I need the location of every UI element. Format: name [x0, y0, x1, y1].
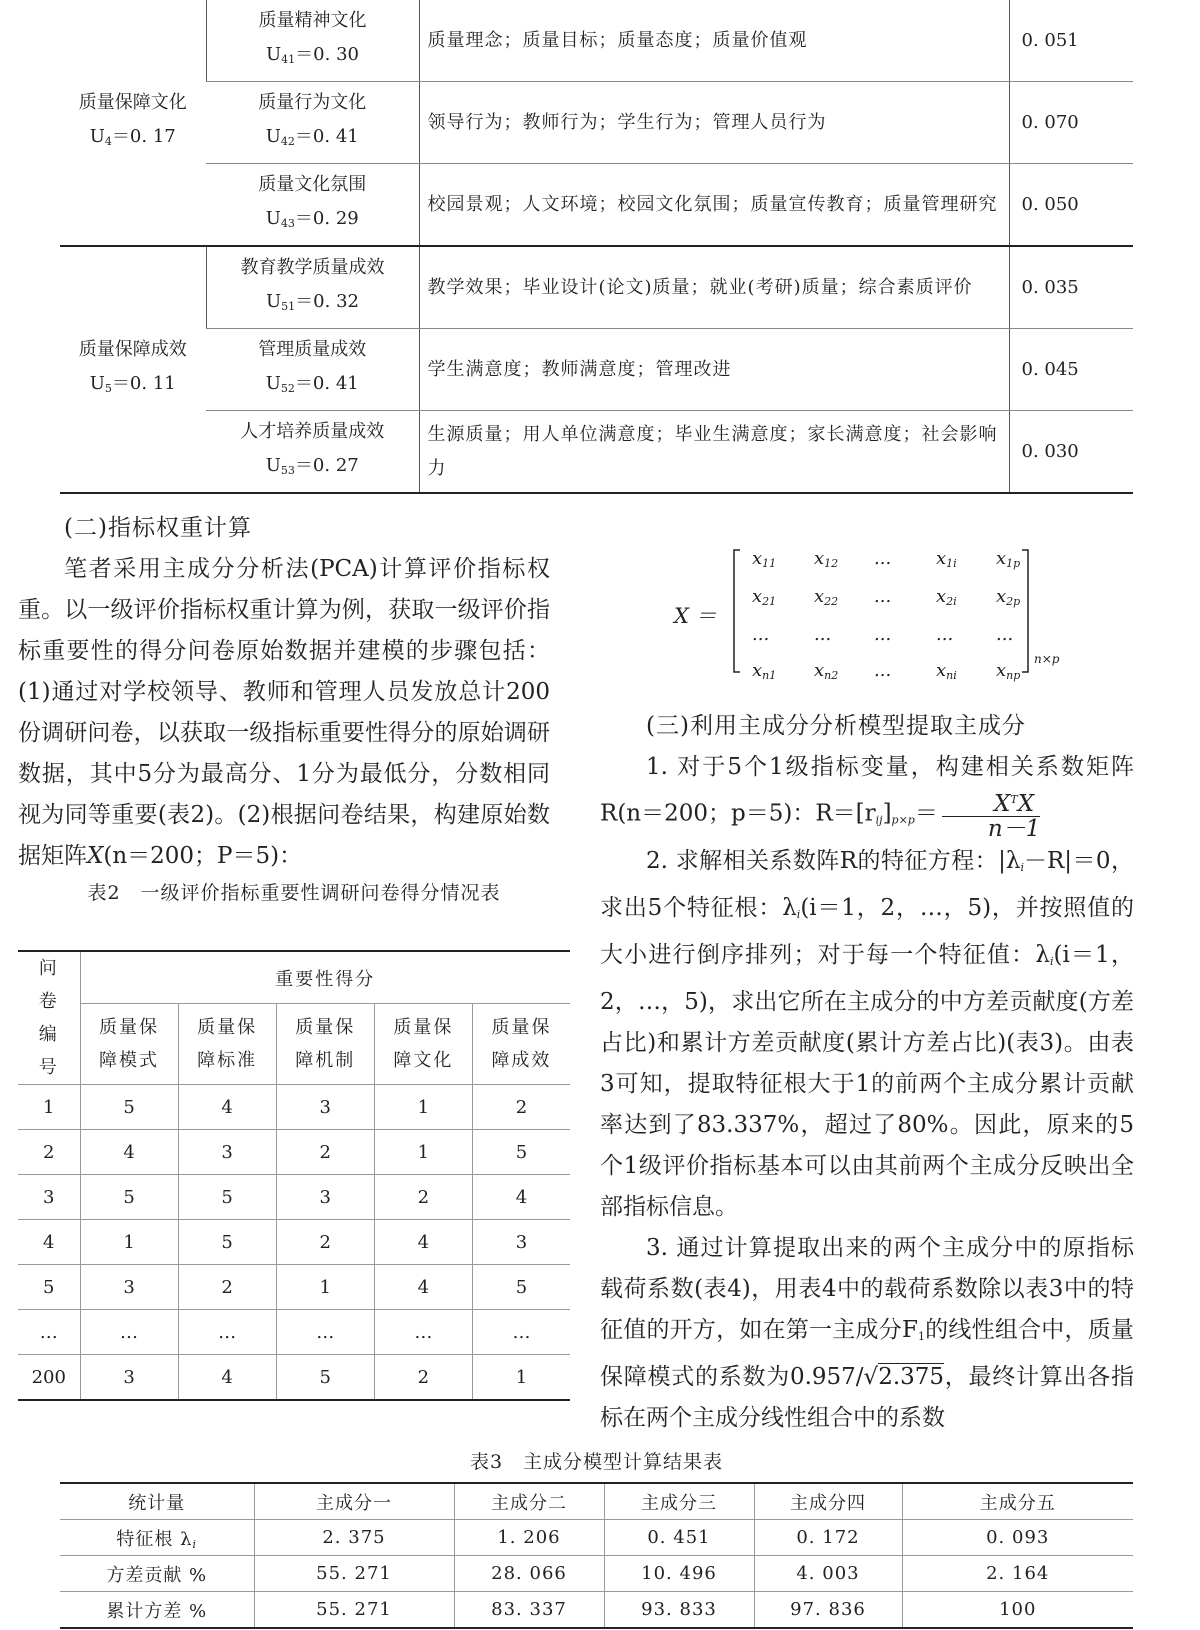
- column-header: 质量保障标准: [178, 1004, 276, 1085]
- level2-name: 质量精神文化: [258, 10, 367, 31]
- matrix-entry: ...: [936, 624, 954, 645]
- table-cell: 55. 271: [254, 1592, 454, 1629]
- level2-name: 人才培养质量成效: [240, 421, 385, 442]
- matrix-entry: xnp: [996, 660, 1021, 682]
- level2-weight: $U_{42}=0$. 41: [265, 126, 359, 148]
- column-header: 主成分五: [902, 1483, 1133, 1520]
- matrix-lhs: X ＝: [674, 604, 717, 628]
- table-cell: 方差贡献 %: [60, 1556, 254, 1592]
- table-cell: 1: [374, 1085, 472, 1130]
- table-cell: 5: [472, 1265, 570, 1310]
- column-header: 主成分四: [754, 1483, 902, 1520]
- table-row: [60, 411, 1133, 494]
- table-cell: 97. 836: [754, 1592, 902, 1629]
- table-cell: 5: [178, 1220, 276, 1265]
- table-cell: 4: [472, 1175, 570, 1220]
- matrix-entry: x2p: [996, 586, 1021, 608]
- matrix-entry: x2i: [936, 586, 957, 608]
- table-cell: 0. 451: [604, 1520, 754, 1556]
- section-heading-3: (三)利用主成分分析模型提取主成分: [646, 713, 1026, 739]
- right-paragraph-3: 3. 通过计算提取出来的两个主成分中的原指标载荷系数(表4)，用表4中的载荷系数除以表3中的特征值的开方，如在第一主成分$F_1$的线性组合中，质量保障模式的系数为0.957/√2.375，最终计算出各指标在两个主成分线性组合中的系数: [600, 1235, 1135, 1431]
- table-row: [60, 0, 1133, 82]
- right-paragraph-1: 1. 对于5个1级指标变量，构建相关系数矩阵R(n＝200；p＝5)：R＝[rij]p×p＝ $X^TX$ n－1: [600, 754, 1134, 842]
- column-header: 质量保障机制: [276, 1004, 374, 1085]
- level2-weight: $U_{51}=0$. 32: [266, 291, 359, 313]
- table-cell: 2: [374, 1175, 472, 1220]
- matrix-entry: ...: [814, 624, 832, 645]
- level1-cell: [60, 246, 206, 493]
- table-header-row: [18, 951, 570, 1004]
- table-cell: 4: [18, 1220, 80, 1265]
- table-cell: 5: [80, 1085, 178, 1130]
- table-cell: …: [80, 1310, 178, 1355]
- level2-name: 管理质量成效: [258, 339, 367, 360]
- column-header: 主成分二: [454, 1483, 604, 1520]
- table-cell: 3: [276, 1175, 374, 1220]
- table-cell: 4: [178, 1355, 276, 1401]
- column-header: 统计量: [60, 1483, 254, 1520]
- matrix-entry: ...: [874, 660, 892, 681]
- table-cell: 2: [178, 1265, 276, 1310]
- table-row: [18, 1175, 570, 1220]
- table-row: [18, 1085, 570, 1130]
- table-row: [18, 1130, 570, 1175]
- level2-cell: [206, 411, 419, 494]
- table-cell: 4: [374, 1265, 472, 1310]
- table2: [18, 950, 570, 1401]
- table-cell: 4: [178, 1085, 276, 1130]
- table-cell: 5: [80, 1175, 178, 1220]
- fraction: $X^TX$ n－1: [942, 788, 1040, 841]
- column-header: 质量保障成效: [472, 1004, 570, 1085]
- table-cell: 93. 833: [604, 1592, 754, 1629]
- table-cell: 1: [80, 1220, 178, 1265]
- level2-cell: [206, 329, 419, 411]
- matrix-entry: xn2: [814, 660, 839, 682]
- table-row: [60, 329, 1133, 411]
- table-cell: 4. 003: [754, 1556, 902, 1592]
- right-column: [600, 706, 1134, 1439]
- level3-content: 教学效果；毕业设计(论文)质量；就业(考研)质量；综合素质评价: [419, 246, 1009, 329]
- table-cell: 累计方差 %: [60, 1592, 254, 1629]
- table3-caption: 表3 主成分模型计算结果表: [469, 1451, 724, 1473]
- matrix-entry: ...: [874, 548, 892, 569]
- table-cell: …: [374, 1310, 472, 1355]
- level2-name: 教育教学质量成效: [240, 257, 385, 278]
- table-cell: 3: [18, 1175, 80, 1220]
- table-row: [60, 246, 1133, 329]
- table-cell: 3: [80, 1355, 178, 1401]
- table-cell: 1: [18, 1085, 80, 1130]
- table-cell: 100: [902, 1592, 1133, 1629]
- table-cell: 5: [472, 1130, 570, 1175]
- table-cell: 0. 172: [754, 1520, 902, 1556]
- table-cell: …: [178, 1310, 276, 1355]
- matrix-entry: ...: [874, 624, 892, 645]
- table-cell: 3: [178, 1130, 276, 1175]
- level1-cell: [60, 0, 206, 246]
- level2-name: 质量行为文化: [258, 92, 367, 113]
- matrix-entry: x11: [752, 548, 777, 570]
- level2-cell: [206, 82, 419, 164]
- table-cell: 2: [276, 1130, 374, 1175]
- matrix-entry: xni: [936, 660, 957, 682]
- table-header-row: [18, 1004, 570, 1085]
- table-cell: 55. 271: [254, 1556, 454, 1592]
- final-weight: 0. 051: [1009, 0, 1133, 82]
- table-row: [18, 1310, 570, 1355]
- level3-content: 生源质量；用人单位满意度；毕业生满意度；家长满意度；社会影响力: [419, 411, 1009, 494]
- level2-weight: $U_{43}=0$. 29: [265, 208, 359, 230]
- table-cell: 3: [276, 1085, 374, 1130]
- matrix-entry: xn1: [752, 660, 777, 682]
- id-header: 问卷编号: [18, 951, 80, 1085]
- table-row: [60, 1592, 1133, 1629]
- final-weight: 0. 045: [1009, 329, 1133, 411]
- level2-weight: $U_{41}=0$. 30: [266, 44, 359, 66]
- level3-content: 学生满意度；教师满意度；管理改进: [419, 329, 1009, 411]
- table-cell: 5: [276, 1355, 374, 1401]
- table-cell: 4: [80, 1130, 178, 1175]
- final-weight: 0. 030: [1009, 411, 1133, 494]
- group-header: 重要性得分: [80, 951, 570, 1004]
- matrix-entry: x12: [814, 548, 839, 570]
- table-cell: 1: [374, 1130, 472, 1175]
- right-paragraph-2: 2. 求解相关系数阵R的特征方程：|λi－R|＝0，求出5个特征根：λi(i＝1，2，…，5)，并按照值的大小进行倒序排列；对于每一个特征值：λi(i＝1，2，…，5)，求出它所在主成分的中方差贡献度(方差占比)和累计方差贡献度(累计方差占比)(表3)。由表3可知，提取特征根大于1的前两个主成分累计贡献率达到了83.337%，超过了80%。因此，原来的5个1级评价指标基本可以由其前两个主成分反映出全部指标信息。: [600, 848, 1135, 1220]
- matrix-entry: ...: [874, 586, 892, 607]
- table-row: [60, 82, 1133, 164]
- table-cell: 3: [472, 1220, 570, 1265]
- column-header: 质量保障文化: [374, 1004, 472, 1085]
- level3-content: 领导行为；教师行为；学生行为；管理人员行为: [419, 82, 1009, 164]
- table-row: [60, 1520, 1133, 1556]
- table-cell: 2: [18, 1130, 80, 1175]
- level2-weight: $U_{52}=0$. 41: [265, 373, 359, 395]
- table-cell: 0. 093: [902, 1520, 1133, 1556]
- table-cell: 28. 066: [454, 1556, 604, 1592]
- table-cell: 3: [80, 1265, 178, 1310]
- left-paragraph: 笔者采用主成分分析法(PCA)计算评价指标权重。以一级评价指标权重计算为例，获取一级评价指标重要性的得分问卷原始数据并建模的步骤包括：(1)通过对学校领导、教师和管理人员发放总计200份调研问卷，以获取一级指标重要性得分的原始调研数据，其中5分为最高分、1分为最低分，分数相同视为同等重要(表2)。(2)根据问卷结果，构建原始数据矩阵X(n＝200；P＝5)：: [18, 556, 550, 869]
- table-cell: 2. 164: [902, 1556, 1133, 1592]
- level3-content: 校园景观；人文环境；校园文化氛围；质量宣传教育；质量管理研究: [419, 164, 1009, 247]
- matrix-entry: x1p: [996, 548, 1021, 570]
- final-weight: 0. 070: [1009, 82, 1133, 164]
- level1-weight: $U_5=0$. 11: [89, 373, 176, 395]
- matrix-entry: x21: [752, 586, 777, 608]
- table-cell: 2. 375: [254, 1520, 454, 1556]
- table-cell: 2: [374, 1355, 472, 1401]
- table-row: [18, 1265, 570, 1310]
- matrix-entry: x22: [814, 586, 839, 608]
- table-cell: 2: [276, 1220, 374, 1265]
- table-cell: …: [276, 1310, 374, 1355]
- table-cell: 1: [276, 1265, 374, 1310]
- table-row: [60, 164, 1133, 247]
- level1-name: 质量保障文化: [78, 92, 187, 113]
- section-heading-2: (二)指标权重计算: [64, 515, 252, 541]
- level2-name: 质量文化氛围: [258, 174, 367, 195]
- level2-weight: $U_{53}=0$. 27: [265, 455, 359, 477]
- sqrt-expression: √2.375: [863, 1364, 945, 1390]
- table-cell: 特征根 λi: [60, 1520, 254, 1556]
- left-column: [18, 508, 550, 877]
- index-weight-table: [60, 0, 1133, 494]
- table-row: [18, 1355, 570, 1401]
- matrix-entry: x1i: [936, 548, 957, 570]
- data-matrix: [674, 540, 1110, 700]
- table-row: [60, 1556, 1133, 1592]
- table3: [60, 1482, 1133, 1629]
- level3-content: 质量理念；质量目标；质量态度；质量价值观: [419, 0, 1009, 82]
- column-header: 主成分一: [254, 1483, 454, 1520]
- level2-cell: [206, 164, 419, 247]
- table-cell: 4: [374, 1220, 472, 1265]
- table-cell: 5: [178, 1175, 276, 1220]
- table-cell: …: [18, 1310, 80, 1355]
- table-cell: 2: [472, 1085, 570, 1130]
- level2-cell: [206, 0, 419, 82]
- column-header: 质量保障模式: [80, 1004, 178, 1085]
- table-cell: 1. 206: [454, 1520, 604, 1556]
- matrix-dimension: n×p: [1034, 652, 1060, 666]
- table-cell: 10. 496: [604, 1556, 754, 1592]
- final-weight: 0. 050: [1009, 164, 1133, 247]
- matrix-entry: ...: [752, 624, 770, 645]
- table-header-row: [60, 1483, 1133, 1520]
- level2-cell: [206, 246, 419, 329]
- table-cell: 200: [18, 1355, 80, 1401]
- column-header: 主成分三: [604, 1483, 754, 1520]
- final-weight: 0. 035: [1009, 246, 1133, 329]
- level1-name: 质量保障成效: [78, 339, 187, 360]
- table-cell: …: [472, 1310, 570, 1355]
- level1-weight: $U_4=0$. 17: [89, 126, 176, 148]
- table-row: [18, 1220, 570, 1265]
- table-cell: 1: [472, 1355, 570, 1401]
- table-cell: 5: [18, 1265, 80, 1310]
- matrix-entry: ...: [996, 624, 1014, 645]
- table2-caption: 表2 一级评价指标重要性调研问卷得分情况表: [87, 882, 501, 904]
- table-cell: 83. 337: [454, 1592, 604, 1629]
